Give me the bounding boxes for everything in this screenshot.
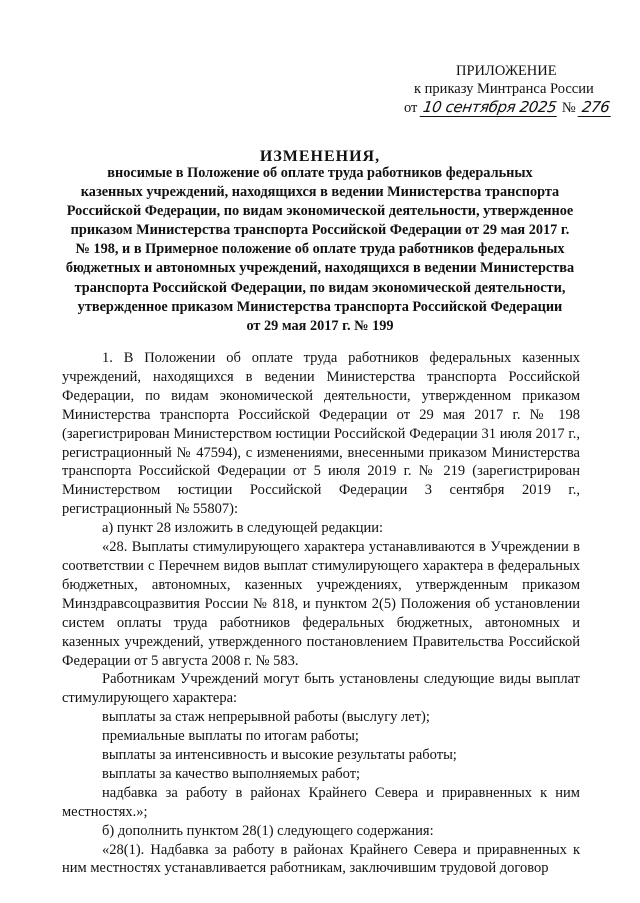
paragraph-payment-types: Работникам Учреждений могут быть установлены следующие виды выплат стимулирующего характера: <box>62 671 580 707</box>
order-reference: к приказу Минтранса России <box>414 81 594 97</box>
list-item: премиальные выплаты по итогам работы; <box>102 728 359 745</box>
paragraph-28: «28. Выплаты стимулирующего характера устанавливаются в Учреждении в соответствии с Перечнем видов выплат стимулирующего характера в федеральных бюджетных, автономных, казенных учреждениях, утвержденным приказом Минздравсоцразвития России № 818, и пунктом 2(5) Положения об установлении систем оплаты труда работников федеральных бюджетных, автономных и казенных учреждений, утвержденного постановлением Правительства Российской Федерации от 5 августа 2008 г. № 583. <box>62 539 580 669</box>
paragraph-a: а) пункт 28 изложить в следующей редакции: <box>102 520 384 537</box>
appendix-header <box>404 62 612 117</box>
paragraph-28-1: «28(1). Надбавка за работу в районах Крайнего Севера и приравненных к ним местностях устанавливается работникам, заключившим трудовой договор <box>62 841 580 877</box>
list-item: выплаты за интенсивность и высокие результаты работы; <box>102 747 457 764</box>
subtitle-line: № 198, и в Примерное положение об оплате труда работников федеральных <box>75 241 565 258</box>
appendix-label: ПРИЛОЖЕНИЕ <box>456 63 557 79</box>
subtitle-line: утвержденное приказом Министерства транспорта Российской Федерации <box>77 298 563 315</box>
subtitle-line: приказом Министерства транспорта Российской Федерации от 29 мая 2017 г. <box>70 222 570 239</box>
subtitle-line: бюджетных и автономных учреждений, находящихся в ведении Министерства <box>65 260 575 277</box>
order-date-line <box>404 98 612 117</box>
handwritten-number: 276 <box>578 98 614 117</box>
document-title: ИЗМЕНЕНИЯ, <box>259 148 381 165</box>
list-item: выплаты за качество выполняемых работ; <box>102 765 361 782</box>
date-prefix: от <box>404 100 418 116</box>
paragraph-1: 1. В Положении об оплате труда работников федеральных казенных учреждений, находящихся в ведении Министерства транспорта Российской Федерации, по видам экономической деятельности, утвержденном приказом Министерства транспорта Российской Федерации от 29 мая 2017 г. № 198 (зарегистрирован Министерством юстиции Российской Федерации 31 июля 2017 г., регистрационный № 47594), с изменениями, внесенными приказом Министерства транспорта Российской Федерации от 5 июля 2019 г. № 219 (зарегистрирован Министерством юстиции Российской Федерации 3 сентября 2019 г., регистрационный № 55807): <box>62 350 580 518</box>
handwritten-date: 10 сентября 2025 <box>420 98 560 117</box>
number-prefix: № <box>561 100 576 116</box>
document-body <box>62 349 580 878</box>
subtitle-line: Российской Федерации, по видам экономической деятельности, утвержденное <box>66 203 574 220</box>
paragraph-b: б) дополнить пунктом 28(1) следующего содержания: <box>102 822 434 839</box>
subtitle-line: вносимые в Положение об оплате труда работников федеральных <box>107 165 533 181</box>
list-item-north-allowance: надбавка за работу в районах Крайнего Севера и приравненных к ним местностях.»; <box>62 784 580 820</box>
document-subtitle <box>62 164 578 336</box>
subtitle-line: казенных учреждений, находящихся в ведении Министерства транспорта <box>80 184 560 201</box>
list-item: выплаты за стаж непрерывной работы (выслугу лет); <box>102 709 430 726</box>
subtitle-line: транспорта Российской Федерации, по видам экономической деятельности, <box>74 279 566 296</box>
subtitle-line: от 29 мая 2017 г. № 199 <box>246 317 394 334</box>
